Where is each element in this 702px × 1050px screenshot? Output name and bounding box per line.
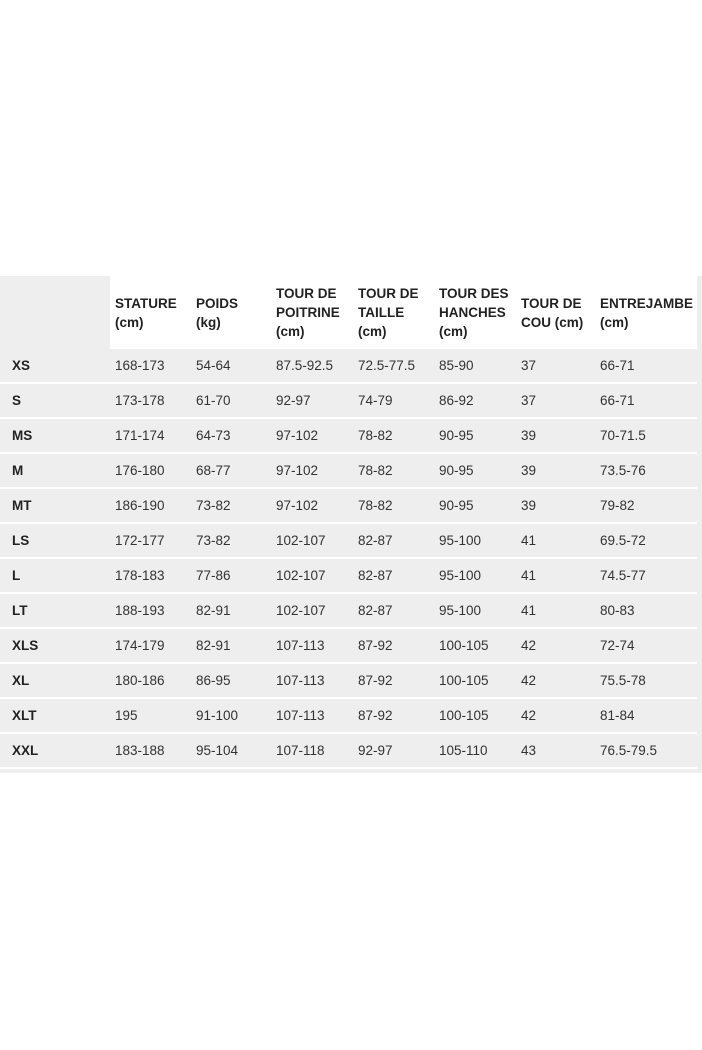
column-header-line: TOUR DES — [439, 286, 509, 301]
table-cell: 92-97 — [276, 393, 311, 408]
table-cell: 80-83 — [600, 603, 635, 618]
table-cell: 42 — [521, 638, 537, 653]
size-label: XLS — [12, 638, 39, 653]
table-cell: 87-92 — [358, 673, 393, 688]
table-cell: 87-92 — [358, 708, 393, 723]
column-header-line: TOUR DE — [276, 286, 337, 301]
column-header-line: (kg) — [196, 314, 221, 330]
table-cell: 178-183 — [115, 568, 165, 583]
table-cell: 74.5-77 — [600, 568, 646, 583]
table-cell: 95-100 — [439, 533, 482, 548]
table-cell: 37 — [521, 358, 537, 373]
table-cell: 100-105 — [439, 708, 489, 723]
column-header-line: (cm) — [439, 324, 468, 339]
table-cell: 172-177 — [115, 533, 165, 548]
column-header-line: (cm) — [276, 324, 305, 339]
table-row — [0, 629, 697, 664]
table-cell: 42 — [521, 673, 537, 688]
table-cell: 64-73 — [196, 428, 231, 443]
table-cell: 39 — [521, 428, 537, 443]
size-label: MT — [12, 498, 32, 513]
size-label: L — [12, 568, 21, 583]
size-label: XS — [12, 358, 31, 373]
table-cell: 39 — [521, 463, 537, 478]
column-header — [358, 276, 419, 349]
table-cell: 195 — [115, 708, 138, 723]
size-label: M — [12, 463, 24, 478]
column-header-line: (cm) — [358, 324, 387, 339]
table-cell: 100-105 — [439, 673, 489, 688]
table-row — [0, 664, 697, 699]
table-cell: 73-82 — [196, 533, 231, 548]
table-cell: 66-71 — [600, 393, 635, 408]
column-header — [115, 276, 177, 349]
table-cell: 183-188 — [115, 743, 165, 758]
table-row — [0, 594, 697, 629]
table-row — [0, 454, 697, 489]
table-row — [0, 524, 697, 559]
table-cell: 95-104 — [196, 743, 239, 758]
table-cell: 95-100 — [439, 568, 482, 583]
table-cell: 66-71 — [600, 358, 635, 373]
column-header-line: COU (cm) — [521, 314, 584, 330]
column-header-line: ENTREJAMBE — [600, 295, 694, 311]
column-header — [196, 276, 238, 349]
table-row — [0, 489, 697, 524]
table-cell: 173-178 — [115, 393, 165, 408]
table-cell: 78-82 — [358, 428, 393, 443]
size-chart-table — [0, 276, 702, 773]
table-cell: 186-190 — [115, 498, 165, 513]
table-cell: 74-79 — [358, 393, 393, 408]
column-header-line: (cm) — [600, 314, 629, 330]
table-cell: 75.5-78 — [600, 673, 646, 688]
column-header — [600, 276, 693, 349]
table-cell: 81-84 — [600, 708, 635, 723]
column-header-line: (cm) — [115, 314, 144, 330]
table-cell: 87-92 — [358, 638, 393, 653]
table-cell: 188-193 — [115, 603, 165, 618]
table-cell: 105-110 — [439, 743, 488, 758]
size-label: S — [12, 393, 22, 408]
table-row — [0, 419, 697, 454]
table-cell: 82-87 — [358, 533, 393, 548]
table-cell: 107-113 — [276, 673, 325, 688]
table-cell: 73.5-76 — [600, 463, 646, 478]
table-cell: 97-102 — [276, 463, 319, 478]
table-cell: 69.5-72 — [600, 533, 646, 548]
table-cell: 90-95 — [439, 498, 474, 513]
table-cell: 87.5-92.5 — [276, 358, 334, 373]
table-cell: 39 — [521, 498, 537, 513]
table-cell: 102-107 — [276, 603, 326, 618]
column-header-line: POIDS — [196, 295, 239, 311]
column-header-line: STATURE — [115, 295, 177, 311]
column-header-line: TAILLE — [358, 305, 405, 320]
table-cell: 54-64 — [196, 358, 231, 373]
table-cell: 90-95 — [439, 428, 474, 443]
table-header-row — [0, 276, 697, 349]
size-label: MS — [12, 428, 33, 443]
table-cell: 90-95 — [439, 463, 474, 478]
table-row — [0, 349, 697, 384]
table-cell: 61-70 — [196, 393, 231, 408]
table-cell: 76.5-79.5 — [600, 743, 658, 758]
table-cell: 107-113 — [276, 708, 325, 723]
table-cell: 82-87 — [358, 603, 393, 618]
table-cell: 73-82 — [196, 498, 231, 513]
size-label: XLT — [12, 708, 37, 723]
table-cell: 72.5-77.5 — [358, 358, 416, 373]
table-cell: 79-82 — [600, 498, 635, 513]
table-cell: 70-71.5 — [600, 428, 646, 443]
table-row — [0, 384, 697, 419]
table-cell: 41 — [521, 568, 537, 583]
table-cell: 97-102 — [276, 498, 319, 513]
table-cell: 37 — [521, 393, 537, 408]
table-cell: 107-118 — [276, 743, 325, 758]
table-cell: 174-179 — [115, 638, 165, 653]
table-cell: 86-95 — [196, 673, 231, 688]
table-cell: 41 — [521, 603, 537, 618]
table-cell: 102-107 — [276, 568, 326, 583]
table-cell: 91-100 — [196, 708, 239, 723]
table-cell: 176-180 — [115, 463, 165, 478]
column-header — [276, 276, 340, 349]
table-cell: 43 — [521, 743, 537, 758]
table-cell: 171-174 — [115, 428, 165, 443]
table-row — [0, 559, 697, 594]
size-label: XXL — [12, 743, 39, 758]
table-cell: 78-82 — [358, 463, 393, 478]
table-cell: 72-74 — [600, 638, 635, 653]
column-header-line: TOUR DE — [521, 295, 582, 311]
table-cell: 82-87 — [358, 568, 393, 583]
table-cell: 77-86 — [196, 568, 231, 583]
table-row — [0, 699, 697, 734]
size-label: LS — [12, 533, 30, 548]
table-cell: 97-102 — [276, 428, 319, 443]
column-header-line: HANCHES — [439, 305, 506, 320]
table-cell: 68-77 — [196, 463, 231, 478]
table-cell: 86-92 — [439, 393, 474, 408]
table-cell: 42 — [521, 708, 537, 723]
table-cell: 102-107 — [276, 533, 326, 548]
column-header-line: POITRINE — [276, 305, 340, 320]
table-cell: 85-90 — [439, 358, 474, 373]
table-cell: 107-113 — [276, 638, 325, 653]
column-header-line: TOUR DE — [358, 286, 419, 301]
table-cell: 82-91 — [196, 638, 231, 653]
column-header — [439, 276, 509, 349]
table-cell: 180-186 — [115, 673, 165, 688]
table-cell: 100-105 — [439, 638, 489, 653]
table-cell: 78-82 — [358, 498, 393, 513]
table-cell: 41 — [521, 533, 537, 548]
table-cell: 168-173 — [115, 358, 165, 373]
table-cell: 82-91 — [196, 603, 231, 618]
table-cell: 92-97 — [358, 743, 393, 758]
column-header — [521, 276, 583, 349]
table-cell: 95-100 — [439, 603, 482, 618]
size-label: XL — [12, 673, 30, 688]
table-row — [0, 734, 697, 769]
size-label: LT — [12, 603, 28, 618]
